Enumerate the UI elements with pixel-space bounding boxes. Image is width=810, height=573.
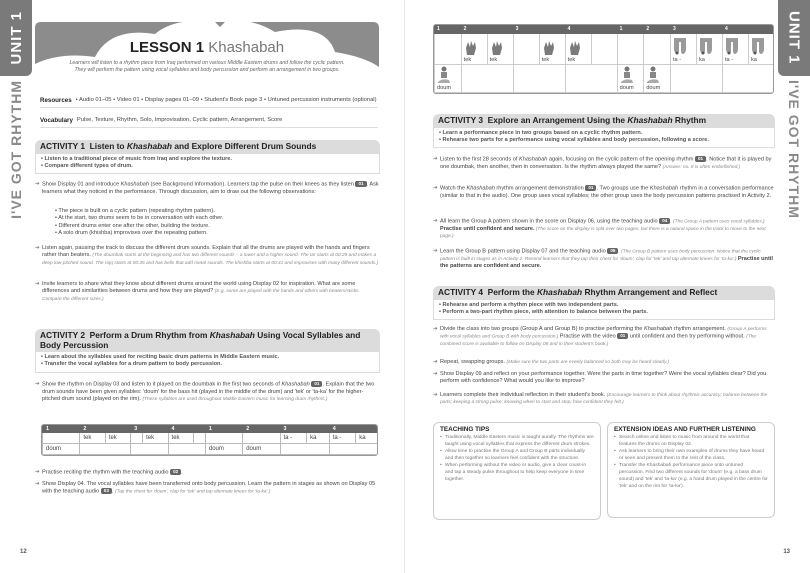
beat-number: 4 xyxy=(168,426,205,433)
audio-badge[interactable]: 02 xyxy=(170,469,181,475)
activity-2-title: ACTIVITY 2 Perform a Drum Rhythm from Khashabah Using Vocal Syllables and Body Percussion xyxy=(35,329,380,352)
tip-item: • Traditionally, Middle Eastern music is taught aurally. The rhythms are taught using vocal syllables that express the different drum strokes. xyxy=(440,434,594,448)
syllable-cell xyxy=(194,433,206,444)
activity-3-step-4: ➔ Learn the Group B pattern using Display 07 and the teaching audio 05 . (The Group B pattern uses body percussion. Notice that the cyclic pattern is built in stages as in Activity 2. Remind learners that they tap their chest for 'doum', clap for 'tek' and tap alternate knees for 'ta-ka'.) Practise until the patterns are confident and secure. xyxy=(433,248,773,270)
syllable-cell xyxy=(591,34,617,65)
syllable-cell xyxy=(329,444,378,455)
beat-number: 3 xyxy=(513,26,565,34)
syllable-cell: doum xyxy=(205,444,242,455)
audio-badge[interactable]: 01 xyxy=(311,381,322,387)
unit-tab xyxy=(778,0,810,76)
syllable-cell xyxy=(43,433,80,444)
syllable-cell: ka xyxy=(307,433,330,444)
arrow-icon: ➔ xyxy=(35,181,40,187)
observations-list: • The piece is built on a cyclic pattern (repeating rhythm pattern). • At the start, two drums seem to be in conversation with each other. • Different drums enter one after the other, building the texture. • A solo drum (khishba) improvises over the repeating pattern. xyxy=(55,208,375,237)
activity-3-step-3: ➔ All learn the Group A pattern shown in the score on Display 06, using the teaching audio 04 . (The Group A pattern uses vocal syllables.) Practise until confident and secure. (The score on the display is split over two pages, but there is a natural space in the track to move to the next page.) xyxy=(433,218,766,240)
lesson-intro: Learners will listen to a rhythm piece from Iraq performed on various Middle Eastern drums and follow the cyclic pattern. They will perform the pattern using vocal syllables and body percussion and perform an arrangement in two groups. xyxy=(69,60,345,74)
activity-1 xyxy=(35,140,380,174)
syllable-cell: ta - xyxy=(671,34,697,65)
resources-row xyxy=(40,97,378,108)
syllable-cell: doum xyxy=(617,65,644,93)
activity-2-step-1: ➔ Show the rhythm on Display 03 and listen to it played on the doumbak in the first two seconds of Khashabah 01 . Explain that the two drum sounds have been given syllables: 'doum' for the bass hit (played in the middle of the drum) and 'tek' or 'ta-ka' for the higher-pitched drum sound (played on the rim). (These syllables are used throughout Middle Eastern music for learning drum rhythms.) xyxy=(35,381,375,403)
clap-hands-icon xyxy=(464,40,478,56)
unit-tab-label: UNIT 1 xyxy=(785,11,803,65)
audio-badge[interactable]: 01 xyxy=(355,181,366,187)
clap-hands-icon xyxy=(490,40,504,56)
syllable-cell xyxy=(243,433,280,444)
activity-4 xyxy=(433,286,775,320)
knee-tap-icon xyxy=(673,38,687,56)
extension-item: • Transfer the Khashabah performance piece onto untuned percussion. Find two different sounds for 'doum' (e.g. a bass drum sound) and 'tek' and 'ta-ka' (e.g. a hand drum played in the centre for 'tek' and on the rim for 'ta-ka'). xyxy=(614,462,768,490)
syllable-cell: ka xyxy=(697,34,723,65)
extension-title: EXTENSION IDEAS AND FURTHER LISTENING xyxy=(614,426,756,433)
unit-name: I'VE GOT RHYTHM xyxy=(786,80,802,219)
beat-number: 3 xyxy=(280,426,329,433)
syllable-cell xyxy=(723,65,775,93)
syllable-cell xyxy=(513,34,539,65)
syllable-cell: tek xyxy=(565,34,591,65)
syllable-cell: tek xyxy=(168,433,193,444)
beat-number: 3 xyxy=(671,26,723,34)
unit-name: I'VE GOT RHYTHM xyxy=(8,80,24,219)
page-number: 12 xyxy=(20,549,27,555)
audio-badge[interactable]: 05 xyxy=(607,248,618,254)
syllable-cell xyxy=(131,433,143,444)
vocabulary-label: Vocabulary xyxy=(40,117,73,124)
beat-number: 4 xyxy=(329,426,378,433)
resources-list: • Audio 01–05 • Video 01 • Display pages 01–09 • Student's Book page 3 • Untuned percussion instruments (optional) xyxy=(75,97,377,103)
unit-tab-label: UNIT 1 xyxy=(7,11,25,65)
knee-tap-icon xyxy=(751,38,765,56)
extension-item: • Search online and listen to music from around the world that features the drums on Display 02. xyxy=(614,434,768,448)
lesson-title: LESSON 1 Khashabah xyxy=(129,39,285,56)
resources-label: Resources xyxy=(40,97,72,104)
rhythm-table xyxy=(41,424,378,456)
lesson-header xyxy=(35,22,379,92)
activity-3-objectives: • Learn a performance piece in two groups based on a cyclic rhythm pattern. • Rehearse two parts for a performance using vocal syllables and body percussion, following a score. xyxy=(433,128,775,149)
syllable-cell: doum xyxy=(243,444,280,455)
beat-number: 2 xyxy=(461,26,513,34)
syllable-cell xyxy=(205,433,242,444)
beat-number: 1 xyxy=(617,26,644,34)
syllable-cell: tek xyxy=(487,34,513,65)
syllable-cell xyxy=(461,65,513,93)
syllable-cell: tek xyxy=(105,433,130,444)
audio-badge[interactable]: 03 xyxy=(101,488,112,494)
syllable-cell: tek xyxy=(461,34,487,65)
chest-tap-icon xyxy=(620,66,636,84)
activity-2-objectives: • Learn about the syllables used for reciting basic drum patterns in Middle Eastern music. • Transfer the vocal syllables for a drum pattern to body percussion. xyxy=(35,352,380,373)
syllable-cell xyxy=(168,444,205,455)
syllable-cell: tek xyxy=(539,34,565,65)
activity-3 xyxy=(433,114,775,148)
syllable-cell: tek xyxy=(143,433,168,444)
activity-4-objectives: • Rehearse and perform a rhythm piece with two independent parts. • Perform a two-part rhythm piece, with attention to balance between the parts. xyxy=(433,300,775,321)
beat-number: 2 xyxy=(243,426,280,433)
syllable-cell: doum xyxy=(435,65,462,93)
syllable-cell xyxy=(80,444,131,455)
syllable-cell: ta - xyxy=(329,433,356,444)
activity-2 xyxy=(35,329,380,373)
cloud-banner-shape xyxy=(35,22,379,92)
activity-4-step-4: ➔ Learners complete their individual reflection in their student's book. (Encourage learners to think about rhythmic accuracy; balance between the parts; keeping a strong pulse; knowing when to start and stop; how confident they felt.) xyxy=(433,392,768,406)
syllable-cell xyxy=(671,65,723,93)
beat-number: 2 xyxy=(80,426,131,433)
activity-1-objectives: • Listen to a traditional piece of music from Iraq and explore the texture. • Compare different types of drum. xyxy=(35,154,380,175)
vocabulary-list: Pulse, Texture, Rhythm, Solo, Improvisation, Cyclic pattern, Arrangement, Score xyxy=(76,117,283,123)
activity-4-title: ACTIVITY 4 Perform the Khashabah Rhythm Arrangement and Reflect xyxy=(433,286,775,300)
beat-number: 2 xyxy=(644,26,671,34)
page-number: 13 xyxy=(783,549,790,555)
syllable-cell: ka xyxy=(749,34,775,65)
teaching-tips-title: TEACHING TIPS xyxy=(440,426,490,433)
activity-3-title: ACTIVITY 3 Explore an Arrangement Using the Khashabah Rhythm xyxy=(433,114,775,128)
syllable-cell xyxy=(644,34,671,65)
clap-hands-icon xyxy=(568,40,582,56)
chest-tap-icon xyxy=(646,66,662,84)
activity-2-step-3: ➔ Show Display 04. The vocal syllables have been transferred onto body percussion. Learn the pattern in stages as shown on Display 05 with the teaching audio 03 . (Tap the chest for 'doum', clap for 'tek' and tap alternate knees for 'ta-ka'.) xyxy=(35,481,376,495)
syllable-cell xyxy=(131,444,168,455)
activity-4-step-1: ➔ Divide the class into two groups (Group A and Group B) to practise performing the Khashabah rhythm arrangement. (Group A performs with vocal syllables and Group B with body percussion.) Practise with the video 01 until confident and then try performing without. (The combined score is available to follow on Display 08 and in their student's book.) xyxy=(433,326,767,348)
vocabulary-row xyxy=(40,117,378,128)
beat-number: 1 xyxy=(205,426,242,433)
activity-3-step-2: ➔ Watch the Khashabah rhythm arrangement demonstration 01 . Two groups use the Khashabah rhythm in a conversation performance (similar to that in the audio). One group uses vocal syllables; the other group uses the body percussion patterns practised in Activity 2. xyxy=(433,185,774,199)
beat-number: 1 xyxy=(435,26,462,34)
syllable-cell xyxy=(565,65,617,93)
activity-3-step-1: ➔ Listen to the first 28 seconds of Khashabah again, focusing on the cyclic pattern of the opening rhythm 01 . Notice that it is played by one doumbak, then another, then in conversation. Is the rhythm always played the same? (Answer: no. It is often embellished.) xyxy=(433,156,772,170)
beat-number: 4 xyxy=(723,26,775,34)
activity-2-step-2: ➔ Practise reciting the rhythm with the teaching audio 02 . xyxy=(35,469,183,476)
syllable-cell: ta - xyxy=(723,34,749,65)
clap-hands-icon xyxy=(542,40,556,56)
activity-1-title: ACTIVITY 1 Listen to Khashabah and Explore Different Drum Sounds xyxy=(35,140,380,154)
beat-number: 1 xyxy=(43,426,80,433)
syllable-cell xyxy=(617,34,644,65)
syllable-cell: ta - xyxy=(280,433,307,444)
syllable-cell: tek xyxy=(80,433,105,444)
video-badge[interactable]: 01 xyxy=(585,185,596,191)
knee-tap-icon xyxy=(699,38,713,56)
syllable-cell xyxy=(435,34,462,65)
audio-badge[interactable]: 01 xyxy=(695,156,706,162)
activity-1-step-2: ➔ Listen again, pausing the track to discuss the different drum sounds. Explain that all the drums are played with the hands and fingers rather than beaters. (The doumbak starts at the beginning and has two different sounds – a lower and a higher sound. The tar starts at 00:29 and makes a deep low-pitched sound. The riqq starts at 00:35 and has bells that add metal sounds. The khishba starts at 00:41 and improvises with many different sounds.) xyxy=(35,245,379,266)
activity-1-step-1: ➔ Show Display 01 and introduce Khashabah (see Background Information). Learners tap the pulse on their knees as they listen 01 . Ask learners what they noticed in the performance. Through discussion, aim to draw out the following observations: xyxy=(35,181,379,195)
syllable-cell: ka xyxy=(356,433,378,444)
right-page xyxy=(405,0,810,573)
chest-tap-icon xyxy=(437,66,453,84)
tip-item: • When performing without the video or audio, give a clear count-in and tap a steady pulse throughout to help keep everyone in time together. xyxy=(440,462,594,483)
video-badge[interactable]: 01 xyxy=(617,333,628,339)
tip-item: • Allow time to practise the Group A and Group B parts individually and then together so learners feel confident with the structure. xyxy=(440,448,594,462)
unit-tab xyxy=(0,0,32,76)
beat-number: 3 xyxy=(131,426,168,433)
syllable-cell: doum xyxy=(43,444,80,455)
extension-item: • Ask learners to bring their own examples of drums they have heard or seen and present them to the rest of the class. xyxy=(614,448,768,462)
knee-tap-icon xyxy=(725,38,739,56)
beat-number: 4 xyxy=(565,26,617,34)
syllable-cell: doum xyxy=(644,65,671,93)
teaching-tips-box xyxy=(433,422,601,520)
audio-badge[interactable]: 04 xyxy=(659,218,670,224)
syllable-cell xyxy=(513,65,565,93)
activity-4-step-3: ➔ Show Display 09 and reflect on your performance together. Were the parts in time together? Were the vocal syllables clear? Did you perform with confidence? What would you like to improve? xyxy=(433,371,767,385)
activity-1-step-3: ➔ Invite learners to share what they know about different drums around the world using Display 02 for inspiration. What are some differences and similarities between drums and how they are played? (E.g. some are played with the hands and others with beaters/sticks. Compare the different sizes.) xyxy=(35,281,360,302)
extension-ideas-box xyxy=(607,422,775,518)
activity-4-step-2: ➔ Repeat, swapping groups. (Make sure the two parts are evenly balanced so both may be heard clearly.) xyxy=(433,359,670,365)
body-percussion-table xyxy=(433,24,774,94)
syllable-cell xyxy=(280,444,329,455)
